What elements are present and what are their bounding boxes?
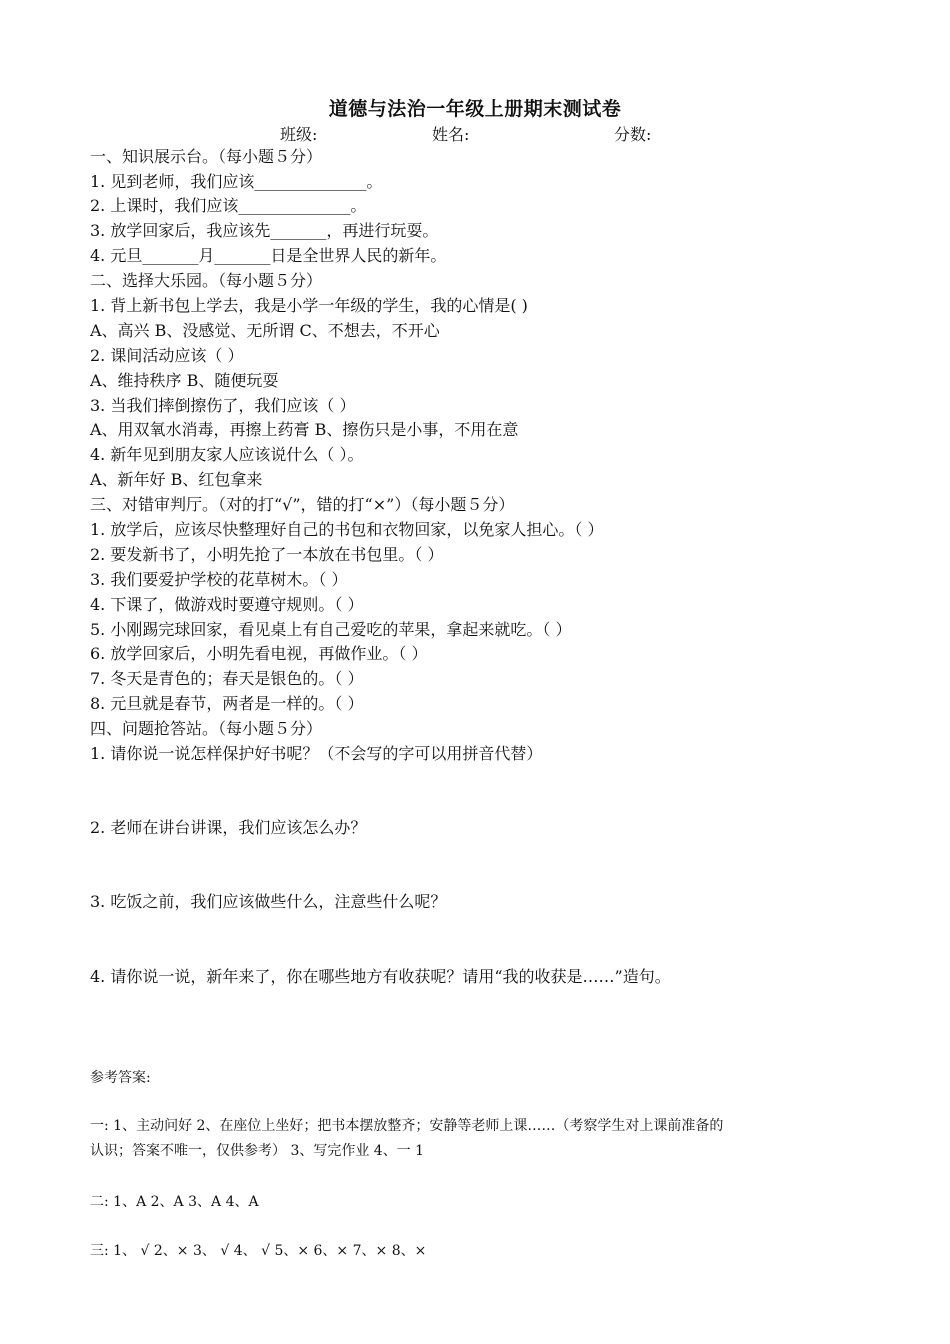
judgement-item: 8. 元旦就是春节，两者是一样的。（ ） [90,694,364,713]
section1-question-4: 4. 元旦_______月_______日是全世界人民的新年。 [90,246,447,265]
answers-section2: 二: 1、A 2、A 3、A 4、A [90,1194,259,1210]
name-label: 姓名: [432,125,470,144]
section4-heading: 四、问题抢答站。（每小题５分） [90,719,323,738]
section4-question-1: 1. 请你说一说怎样保护好书呢？（不会写的字可以用拼音代替） [90,744,543,763]
score-label: 分数: [614,125,652,144]
judgement-item: 5. 小刚踢完球回家，看见桌上有自己爱吃的苹果，拿起来就吃。（ ） [90,620,572,639]
section2-question-2: 2. 课间活动应该（ ） [90,346,244,365]
section2-heading: 二、选择大乐园。（每小题５分） [90,271,323,290]
section1-question-3: 3. 放学回家后，我应该先_______，再进行玩耍。 [90,221,439,240]
judgement-item: 2. 要发新书了，小明先抢了一本放在书包里。（ ） [90,545,444,564]
section2-question-4: 4. 新年见到朋友家人应该说什么（ ）。 [90,445,364,464]
student-info-row [0,122,950,144]
page-title: 道德与法治一年级上册期末测试卷 [328,98,622,120]
answers-heading: 参考答案: [90,1070,151,1086]
section2-options-4: A、新年好 B、红包拿来 [90,470,263,489]
section3-heading: 三、对错审判厅。（对的打“√”，错的打“×”）（每小题５分） [90,495,515,514]
section2-options-3: A、用双氧水消毒，再擦上药膏 B、擦伤只是小事，不用在意 [90,420,519,439]
section2-options-2: A、维持秩序 B、随便玩耍 [90,371,279,390]
answers-section1-line1: 一: 1、主动问好 2、在座位上坐好；把书本摆放整齐；安静等老师上课……（考察学生对上课前准备的 [90,1118,724,1134]
judgement-item: 4. 下课了，做游戏时要遵守规则。（ ） [90,595,364,614]
judgement-item: 7. 冬天是青色的；春天是银色的。（ ） [90,669,364,688]
section4-question-3: 3. 吃饭之前，我们应该做些什么，注意些什么呢？ [90,892,447,911]
answers-section1-line2: 认识；答案不唯一，仅供参考） 3、写完作业 4、一 1 [90,1143,425,1159]
section1-question-2: 2. 上课时，我们应该______________。 [90,196,367,215]
answers-section3: 三: 1、 √ 2、× 3、 √ 4、 √ 5、× 6、× 7、× 8、× [90,1243,427,1259]
class-label: 班级: [280,125,318,144]
judgement-item: 1. 放学后，应该尽快整理好自己的书包和衣物回家，以免家人担心。（ ） [90,520,604,539]
section4-question-2: 2. 老师在讲台讲课，我们应该怎么办？ [90,818,367,837]
section2-question-1: 1. 背上新书包上学去，我是小学一年级的学生，我的心情是( ) [90,296,528,315]
judgement-item: 3. 我们要爱护学校的花草树木。（ ） [90,570,348,589]
section1-question-1: 1. 见到老师，我们应该______________。 [90,172,383,191]
section2-question-3: 3. 当我们摔倒擦伤了，我们应该（ ） [90,396,356,415]
section2-options-1: A、高兴 B、没感觉、无所谓 C、不想去，不开心 [90,321,440,340]
section1-heading: 一、知识展示台。（每小题５分） [90,147,323,166]
judgement-item: 6. 放学回家后，小明先看电视，再做作业。（ ） [90,644,428,663]
section4-question-4: 4. 请你说一说，新年来了，你在哪些地方有收获呢？请用“我的收获是……”造句。 [90,967,671,986]
